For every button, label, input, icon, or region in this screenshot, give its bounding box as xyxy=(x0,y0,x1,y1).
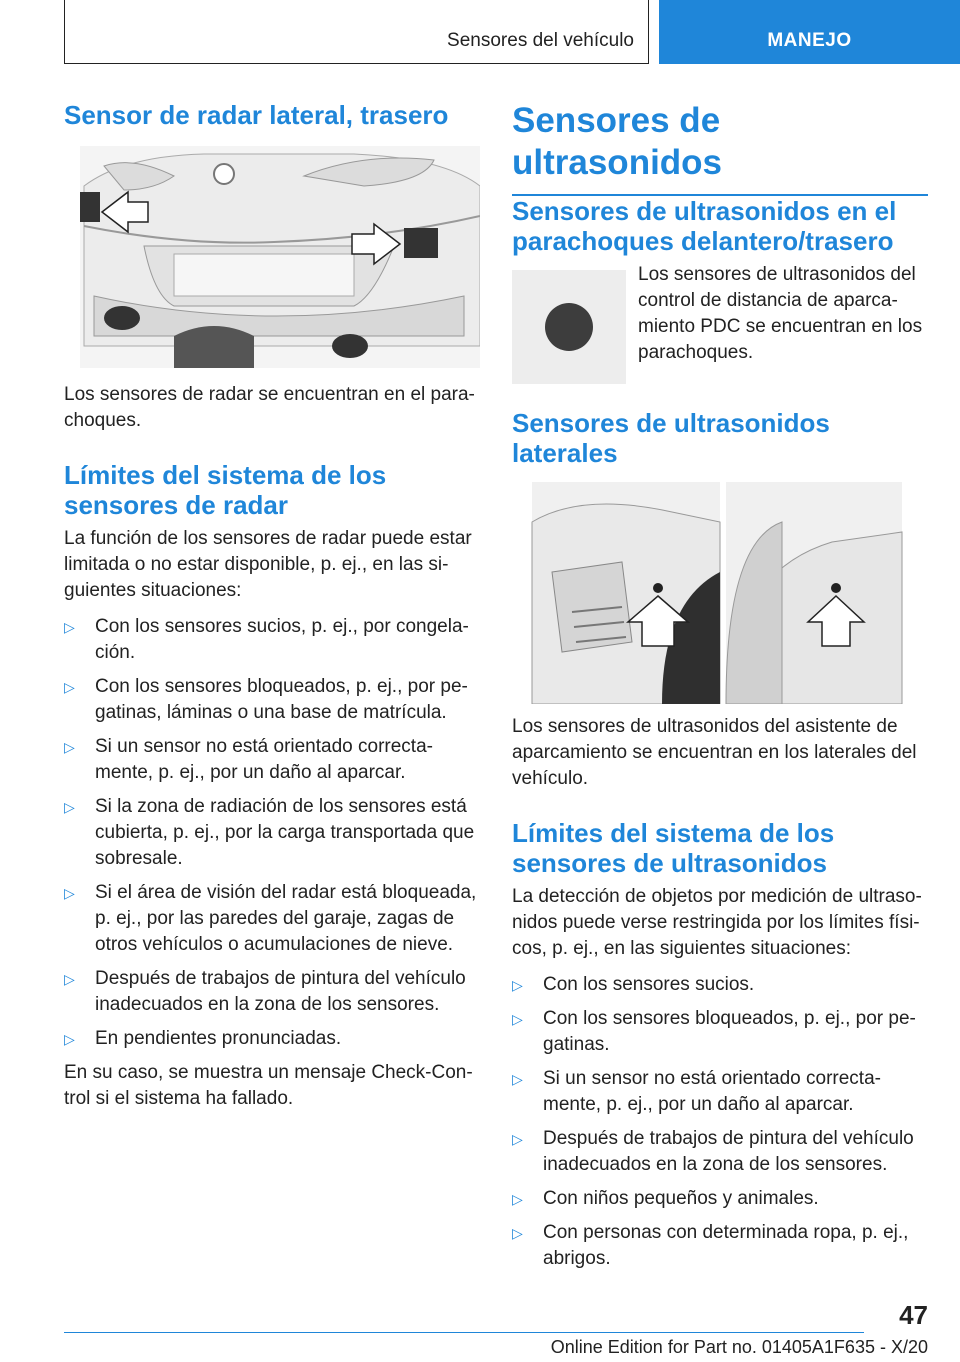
list-item: ▷ Con los sensores sucios, p. ej., por congela-ción. xyxy=(64,616,469,663)
ultrasonic-side-title: Sensores de ultrasonidos laterales xyxy=(512,408,830,468)
bullet-triangle-icon: ▷ xyxy=(512,1071,523,1087)
side-sensors-figure xyxy=(512,482,928,704)
bullet-triangle-icon: ▷ xyxy=(64,885,75,901)
chapter-tab[interactable] xyxy=(659,0,960,64)
list-item: ▷ Si un sensor no está orientado correcta-mente, p. ej., por un daño al aparcar. xyxy=(512,1068,881,1115)
radar-limits-list xyxy=(64,614,480,1052)
footer-edition: Online Edition for Part no. 01405A1F635 - X/20 xyxy=(550,1337,928,1357)
section-title: Sensores del vehículo xyxy=(447,30,634,51)
ultrasonic-side-text: Los sensores de ultrasonidos del asistente de aparcamiento se encuentran en los laterales del vehículo. xyxy=(512,716,917,789)
bullet-triangle-icon: ▷ xyxy=(512,1225,523,1241)
list-item: ▷ En pendientes pronunciadas. xyxy=(64,1026,480,1052)
chapter-tab-label: MANEJO xyxy=(767,30,852,51)
list-item: ▷ Con personas con determinada ropa, p. ej., abrigos. xyxy=(512,1222,909,1269)
radar-section-title: Sensor de radar lateral, trasero xyxy=(64,100,449,130)
radar-limits-title: Límites del sistema de los sensores de radar xyxy=(64,460,387,520)
bullet-triangle-icon: ▷ xyxy=(512,1131,523,1147)
ultrasonic-section-title: Sensores de ultrasonidos xyxy=(512,100,928,196)
list-item: ▷ Con niños pequeños y animales. xyxy=(512,1186,928,1212)
page-number: 47 xyxy=(899,1300,928,1330)
list-item: ▷ Si el área de visión del radar está bloqueada, p. ej., por las paredes del garaje, zagas de otros vehículos o acumulaciones de nieve. xyxy=(64,882,477,955)
bullet-triangle-icon: ▷ xyxy=(64,619,75,635)
right-column xyxy=(512,100,928,1280)
rear-car-figure xyxy=(64,146,480,368)
left-column xyxy=(64,100,480,1112)
bullet-triangle-icon: ▷ xyxy=(512,977,523,993)
list-item: ▷ Con los sensores bloqueados, p. ej., por pe-gatinas. xyxy=(512,1008,916,1055)
ultrasonic-limits-list xyxy=(512,972,928,1272)
ultrasonic-bumper-text: Los sensores de ultrasonidos del control de distancia de aparca-miento PDC se encuentran en los parachoques. xyxy=(638,264,923,363)
bullet-triangle-icon: ▷ xyxy=(512,1011,523,1027)
bullet-triangle-icon: ▷ xyxy=(64,1031,75,1047)
list-item: ▷ Con los sensores sucios. xyxy=(512,972,928,998)
ultrasonic-bumper-title: Sensores de ultrasonidos en el parachoques delantero/trasero xyxy=(512,196,897,256)
ultrasonic-sensor-figure xyxy=(512,270,626,384)
ultrasonic-bumper-block xyxy=(512,264,928,384)
bullet-triangle-icon: ▷ xyxy=(64,739,75,755)
footer-divider xyxy=(64,1332,864,1333)
radar-closing-note: En su caso, se muestra un mensaje Check-Con-trol si el sistema ha fallado. xyxy=(64,1062,473,1109)
radar-limits-intro: La función de los sensores de radar puede estar limitada o no estar disponible, p. ej., en las si-guientes situaciones: xyxy=(64,528,472,601)
bullet-triangle-icon: ▷ xyxy=(64,971,75,987)
rear-bumper-illustration xyxy=(64,146,480,368)
bullet-triangle-icon: ▷ xyxy=(64,679,75,695)
radar-intro: Los sensores de radar se encuentran en el para-choques. xyxy=(64,384,475,431)
list-item: ▷ Con los sensores bloqueados, p. ej., por pe-gatinas, láminas o una base de matrícula. xyxy=(64,676,468,723)
side-sensors-illustration xyxy=(512,482,928,704)
bullet-triangle-icon: ▷ xyxy=(512,1191,523,1207)
list-item: ▷ Después de trabajos de pintura del vehículo inadecuados en la zona de los sensores. xyxy=(64,968,466,1015)
list-item: ▷ Si la zona de radiación de los sensores está cubierta, p. ej., por la carga transportada que sobresale. xyxy=(64,796,475,869)
header-section xyxy=(64,0,649,64)
bullet-triangle-icon: ▷ xyxy=(64,799,75,815)
list-item: ▷ Si un sensor no está orientado correcta-mente, p. ej., por un daño al aparcar. xyxy=(64,736,433,783)
ultrasonic-limits-title: Límites del sistema de los sensores de ultrasonidos xyxy=(512,818,835,878)
list-item: ▷ Después de trabajos de pintura del vehículo inadecuados en la zona de los sensores. xyxy=(512,1128,914,1175)
ultrasonic-limits-intro: La detección de objetos por medición de ultraso-nidos puede verse restringida por los límites físi-cos, p. ej., en las siguientes situaciones: xyxy=(512,886,922,959)
